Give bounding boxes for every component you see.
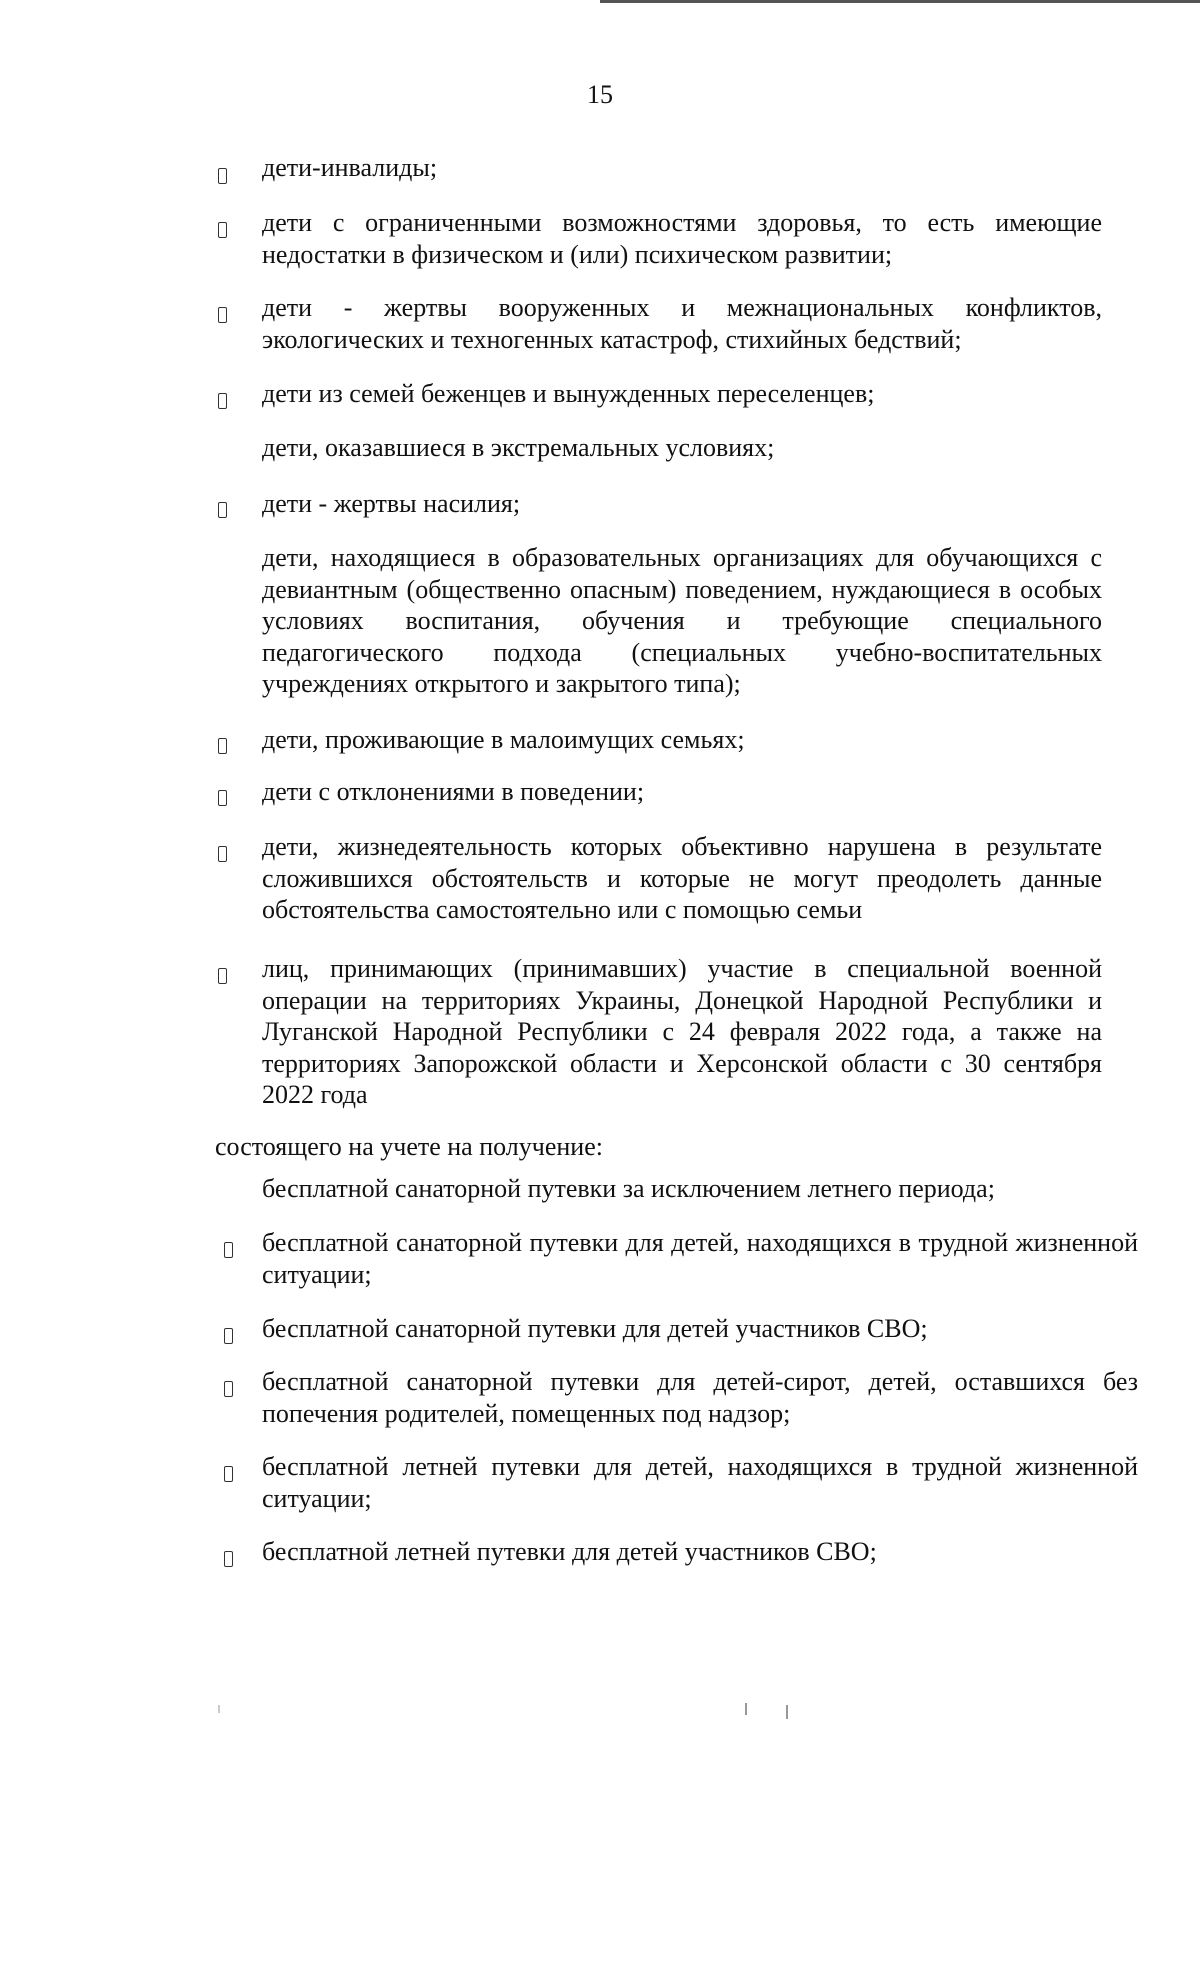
- voucher-item-svo-children: бесплатной санаторной путевки для детей участников СВО;: [262, 1314, 928, 1343]
- voucher-item-difficult-situation: бесплатной санаторной путевки для детей, находящихся в трудной жизненной ситуации;: [262, 1228, 1138, 1289]
- page-number: 15: [587, 80, 613, 109]
- list-bullet-icon: [218, 846, 227, 862]
- list-item-low-income-families: дети, проживающие в малоимущих семьях;: [262, 725, 745, 754]
- list-bullet-icon: [218, 738, 227, 754]
- scan-artifact: [745, 1703, 747, 1715]
- list-bullet-icon: [224, 1466, 233, 1482]
- voucher-item-summer-svo-children: бесплатной летней путевки для детей участников СВО;: [262, 1537, 877, 1566]
- list-item-svo-participants: лиц, принимающих (принимавших) участие в специальной военной операции на территориях Украины, Донецкой Народной Республики и Луганской Народной Республики с 24 февраля 2022 года, а также на территориях Запорожской области и Херсонской области с 30 сентября 2022 года: [262, 954, 1102, 1109]
- scan-artifact: [786, 1705, 788, 1719]
- list-bullet-icon: [224, 1242, 233, 1258]
- list-bullet-icon: [224, 1328, 233, 1344]
- list-bullet-icon: [218, 222, 227, 238]
- list-bullet-icon: [224, 1381, 233, 1397]
- list-item-limited-health: дети с ограниченными возможностями здоровья, то есть имеющие недостатки в физическом и (или) психическом развитии;: [262, 208, 1102, 269]
- list-bullet-icon: [218, 968, 227, 984]
- list-item-extreme-conditions: дети, оказавшиеся в экстремальных условиях;: [262, 433, 775, 462]
- list-item-disabled-children: дети-инвалиды;: [262, 153, 438, 182]
- voucher-item-orphans: бесплатной санаторной путевки для детей-сирот, детей, оставшихся без попечения родителей, помещенных под надзор;: [262, 1367, 1138, 1428]
- list-item-violence-victims: дети - жертвы насилия;: [262, 489, 521, 518]
- list-bullet-icon: [218, 307, 227, 323]
- scan-top-edge: [600, 0, 1200, 3]
- list-bullet-icon: [218, 790, 227, 806]
- list-bullet-icon: [218, 393, 227, 409]
- list-item-behavior-deviations: дети с отклонениями в поведении;: [262, 777, 645, 806]
- list-item-disrupted-life: дети, жизнедеятельность которых объективно нарушена в результате сложившихся обстоятельств и которые не могут преодолеть данные обстоятельства самостоятельно или с помощью семьи: [262, 832, 1102, 924]
- voucher-item-non-summer: бесплатной санаторной путевки за исключением летнего периода;: [262, 1174, 995, 1203]
- scan-artifact: [218, 1705, 220, 1713]
- list-bullet-icon: [224, 1551, 233, 1567]
- voucher-item-summer-difficult-situation: бесплатной летней путевки для детей, находящихся в трудной жизненной ситуации;: [262, 1452, 1138, 1513]
- list-bullet-icon: [218, 168, 227, 184]
- list-item-educational-organizations: дети, находящиеся в образовательных организациях для обучающихся с девиантным (общественно опасным) поведением, нуждающиеся в особых условиях воспитания, обучения и требующие специального педагогического подхода (специальных учебно-воспитательных учреждениях открытого и закрытого типа);: [262, 543, 1102, 698]
- list-item-conflict-victims: дети - жертвы вооруженных и межнациональных конфликтов, экологических и техногенных катастроф, стихийных бедствий;: [262, 293, 1102, 354]
- list-bullet-icon: [218, 502, 227, 518]
- list-item-refugee-families: дети из семей беженцев и вынужденных переселенцев;: [262, 379, 875, 408]
- lead-in-text: состоящего на учете на получение:: [215, 1132, 603, 1161]
